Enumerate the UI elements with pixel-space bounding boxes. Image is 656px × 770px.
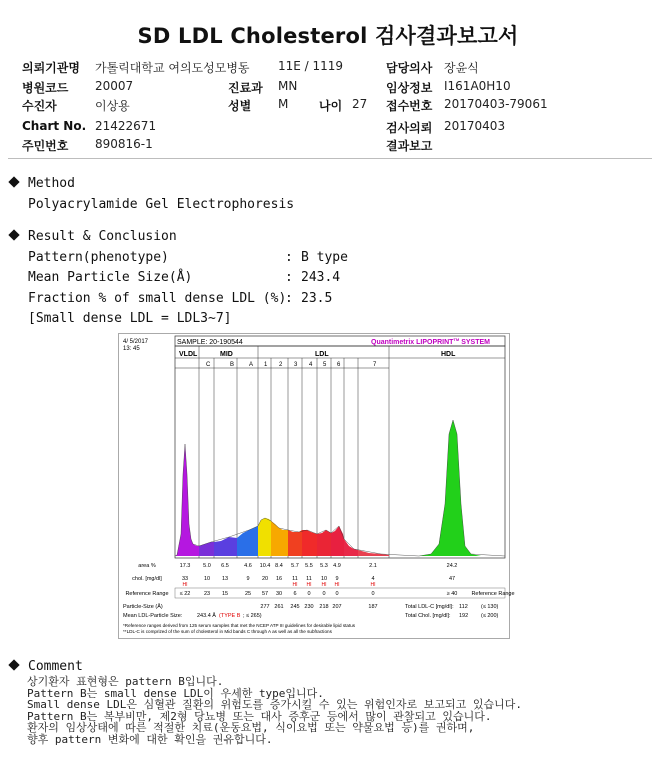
hi-flag: HI bbox=[182, 582, 188, 588]
group-ldl: LDL bbox=[315, 351, 329, 358]
ref-value: 57 bbox=[261, 591, 269, 597]
comment-line: Pattern B는 복부비만, 제2형 당뇨병 또는 대사 증후군 등에서 많이 관찰되고 있습니다. bbox=[27, 709, 492, 723]
ref-value: 0 bbox=[371, 591, 375, 597]
sex-value: M bbox=[278, 97, 289, 111]
particle-value: 207 bbox=[332, 604, 342, 610]
doctor-label: 담당의사 bbox=[386, 61, 433, 75]
bullet-diamond-icon bbox=[8, 229, 19, 240]
header-divider bbox=[8, 158, 652, 159]
chol-value: 13 bbox=[221, 576, 229, 582]
total-chol-ref: (≤ 200) bbox=[481, 613, 499, 619]
sub-label: 2 bbox=[279, 362, 283, 368]
dept-value: MN bbox=[278, 79, 298, 93]
mean-tail: ; ≤ 265) bbox=[243, 613, 262, 619]
area-value: 10.4 bbox=[259, 563, 271, 569]
area-value: 5.0 bbox=[203, 563, 211, 569]
particle-value: 277 bbox=[260, 604, 270, 610]
densitometry-curve bbox=[175, 420, 505, 556]
total-ldl-value: 112 bbox=[459, 604, 468, 610]
doctor-value: 장윤식 bbox=[444, 61, 479, 75]
request-value: 20170403 bbox=[444, 119, 506, 133]
sub-label: 5 bbox=[323, 362, 327, 368]
age-value: 27 bbox=[352, 97, 368, 111]
footnote-2: **LDL-C is comprized of the sum of cholesterol in Mid bands C through A as well as all the subfractions bbox=[123, 629, 332, 634]
area-value: 4.6 bbox=[244, 563, 252, 569]
ref-hdl: ≥ 40 bbox=[446, 591, 458, 597]
report-title: SD LDL Cholesterol 검사결과보고서 bbox=[137, 24, 519, 48]
area-value: 6.5 bbox=[221, 563, 229, 569]
particle-value: 261 bbox=[274, 604, 284, 610]
total-ldl-ref: (≤ 130) bbox=[481, 604, 499, 610]
pattern-value: B type bbox=[301, 250, 348, 265]
reception-label: 접수번호 bbox=[386, 99, 433, 113]
chol-value: 47 bbox=[448, 576, 456, 582]
clinical-label: 임상정보 bbox=[386, 81, 433, 95]
subfraction-labels bbox=[206, 362, 377, 368]
sdldl-note: [Small dense LDL = LDL3~7] bbox=[28, 311, 232, 326]
comment-body bbox=[27, 676, 522, 746]
clinical-value: I161A0H10 bbox=[444, 79, 511, 93]
chol-value: 9 bbox=[246, 576, 250, 582]
reference-label: Reference Range bbox=[125, 591, 169, 597]
ref-value: 25 bbox=[244, 591, 252, 597]
chol-value: 16 bbox=[275, 576, 283, 582]
ref-value: 15 bbox=[221, 591, 229, 597]
report-time: 13: 45 bbox=[123, 346, 140, 352]
chart-no-value: 21422671 bbox=[95, 119, 157, 133]
ref-value: ≤ 22 bbox=[179, 591, 191, 597]
hospital-code-value: 20007 bbox=[95, 79, 134, 93]
area-value: 17.3 bbox=[179, 563, 191, 569]
hi-flag: HI bbox=[306, 582, 312, 588]
sub-label: 7 bbox=[373, 362, 377, 368]
area-value: 5.5 bbox=[305, 563, 313, 569]
chol-value: 11 bbox=[306, 576, 312, 582]
mean-value: 243.4 Å bbox=[197, 613, 216, 619]
chol-value: 4 bbox=[371, 576, 375, 582]
colon: : bbox=[285, 270, 293, 285]
rrn-value: 890816-1 bbox=[95, 137, 153, 151]
mps-label: Mean Particle Size(Å) bbox=[28, 270, 193, 285]
chart-no-label: Chart No. bbox=[22, 119, 87, 133]
brand-tm: TM bbox=[453, 337, 460, 342]
particle-value: 218 bbox=[319, 604, 329, 610]
sub-label: 4 bbox=[309, 362, 313, 368]
total-ldl-label: Total LDL-C [mg/dl]: bbox=[405, 604, 454, 610]
ref-value: 0 bbox=[322, 591, 326, 597]
ref-value: 6 bbox=[293, 591, 297, 597]
chol-value: 20 bbox=[261, 576, 269, 582]
footnote-1: *Reference ranges derived from 125 serum samples that met the NCEP ATP III guidelines for desirable lipid status bbox=[123, 623, 356, 628]
fraction-separators bbox=[199, 346, 389, 558]
group-vldl: VLDL bbox=[179, 351, 198, 358]
chol-value: 9 bbox=[335, 576, 339, 582]
ref-value: 23 bbox=[203, 591, 211, 597]
group-hdl: HDL bbox=[441, 351, 456, 358]
fraction-label: Fraction % of small dense LDL (%) bbox=[28, 291, 287, 306]
age-label: 나이 bbox=[319, 99, 343, 113]
chol-value: 10 bbox=[320, 576, 328, 582]
comment-line: 향후 pattern 변화에 대한 확인을 권유합니다. bbox=[27, 732, 273, 746]
brand-logo bbox=[371, 337, 490, 346]
group-mid: MID bbox=[220, 351, 233, 358]
comment-line: Small dense LDL은 심혈관 질환의 위험도를 증가시킬 수 있는 위험인자로 보고되고 있습니다. bbox=[27, 698, 522, 712]
area-value: 2.1 bbox=[369, 563, 377, 569]
sub-label: 6 bbox=[337, 362, 341, 368]
method-heading-text: Method bbox=[28, 176, 75, 191]
report-label: 결과보고 bbox=[386, 139, 433, 153]
institution-label: 의뢰기관명 bbox=[22, 61, 80, 75]
rrn-label: 주민번호 bbox=[22, 139, 69, 153]
sex-label: 성별 bbox=[228, 99, 252, 113]
ref-value: 0 bbox=[307, 591, 311, 597]
reference-row bbox=[125, 591, 514, 597]
sub-label: B bbox=[230, 362, 235, 368]
total-chol-label: Total Chol. [mg/dl]: bbox=[405, 613, 451, 619]
particle-value: 245 bbox=[290, 604, 300, 610]
method-text: Polyacrylamide Gel Electrophoresis bbox=[28, 197, 295, 212]
particle-value: 187 bbox=[368, 604, 378, 610]
institution-value: 가톨릭대학교 여의도성모병동 bbox=[95, 61, 250, 75]
particle-label: Particle-Size (Å) bbox=[123, 604, 163, 610]
sub-label: 3 bbox=[294, 362, 298, 368]
hospital-code-label: 병원코드 bbox=[22, 81, 69, 95]
sub-label: A bbox=[249, 362, 254, 368]
chol-value: 33 bbox=[181, 576, 189, 582]
ref-value: 30 bbox=[275, 591, 283, 597]
report-date: 4/ 5/2017 bbox=[123, 339, 149, 345]
bullet-diamond-icon bbox=[8, 659, 19, 670]
sub-label: C bbox=[206, 362, 211, 368]
total-chol-value: 192 bbox=[459, 613, 469, 619]
chol-value: 11 bbox=[292, 576, 298, 582]
method-heading bbox=[10, 176, 75, 191]
pattern-label: Pattern(phenotype) bbox=[28, 250, 169, 265]
chol-label: chol. [mg/dl] bbox=[132, 576, 162, 582]
sample-id: SAMPLE: 20-190544 bbox=[177, 339, 243, 346]
hi-flags bbox=[183, 582, 376, 588]
mps-value: 243.4 bbox=[301, 270, 341, 285]
area-label: area % bbox=[138, 563, 156, 569]
comment-heading bbox=[10, 659, 83, 674]
lipoprint-svg bbox=[119, 334, 515, 638]
chol-value: 10 bbox=[203, 576, 211, 582]
hi-flag: HI bbox=[370, 582, 376, 588]
area-value: 8.4 bbox=[275, 563, 283, 569]
result-heading bbox=[10, 229, 177, 244]
hi-flag: HI bbox=[292, 582, 298, 588]
particle-row bbox=[123, 603, 499, 610]
hi-flag: HI bbox=[334, 582, 340, 588]
comment-heading-text: Comment bbox=[28, 659, 83, 674]
bullet-diamond-icon bbox=[8, 176, 19, 187]
reception-value: 20170403-79061 bbox=[444, 97, 548, 111]
room-value: 11E / 1119 bbox=[278, 59, 344, 73]
comment-line: Pattern B는 small dense LDL이 우세한 type입니다. bbox=[27, 686, 324, 700]
particle-value: 230 bbox=[304, 604, 314, 610]
mean-label: Mean LDL-Particle Size: bbox=[123, 613, 183, 619]
hi-flag: HI bbox=[321, 582, 327, 588]
mean-row bbox=[123, 612, 499, 619]
mean-type: (TYPE B bbox=[219, 613, 241, 619]
area-value: 4.9 bbox=[333, 563, 341, 569]
lipoprint-report-image bbox=[118, 333, 515, 639]
sub-label: 1 bbox=[264, 362, 268, 368]
comment-line: 환자의 임상상태에 따른 적절한 치료(운동요법, 식이요법 또는 약물요법 등)를 권하며, bbox=[27, 721, 475, 735]
recipient-label: 수진자 bbox=[22, 99, 57, 113]
ref-right-label: Reference Range bbox=[471, 591, 515, 597]
area-row bbox=[138, 563, 457, 569]
recipient-value: 이상용 bbox=[95, 99, 130, 113]
area-value: 24.2 bbox=[446, 563, 458, 569]
dept-label: 진료과 bbox=[228, 81, 263, 95]
brand-tail: SYSTEM bbox=[459, 339, 490, 346]
area-value: 5.3 bbox=[320, 563, 328, 569]
colon: : bbox=[285, 250, 293, 265]
ref-value: 0 bbox=[335, 591, 339, 597]
comment-line: 상기환자 표현형은 pattern B입니다. bbox=[27, 675, 224, 688]
result-heading-text: Result & Conclusion bbox=[28, 229, 177, 244]
colon: : bbox=[285, 291, 293, 306]
area-value: 5.7 bbox=[291, 563, 299, 569]
request-label: 검사의뢰 bbox=[386, 121, 433, 135]
fraction-value: 23.5 bbox=[301, 291, 333, 306]
brand-text: Quantimetrix LIPOPRINT bbox=[371, 339, 454, 346]
